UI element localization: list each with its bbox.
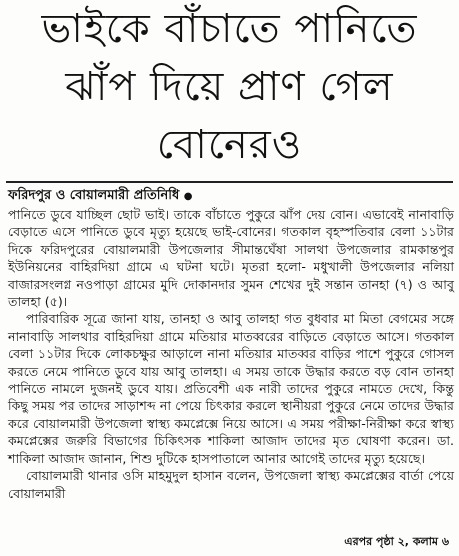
paragraph-3: বোয়ালমারী থানার ওসি মাহমুদুল হাসান বলেন, উপজেলা স্বাস্থ্য কমপ্লেক্সের বার্তা পেয়ে বোয়ালমারী	[8, 468, 454, 501]
paragraph-1: পানিতে ডুবে যাচ্ছিল ছোট ভাই। তাকে বাঁচাতে পুকুরে ঝাঁপ দেয় বোন। এভাবেই নানাবাড়ি বেড়াতে এসে পানিতে ডুবে মৃত্যু হয়েছে ভাই-বোনের। গতকাল বৃহস্পতিবার বেলা ১১টার দিকে ফরিদপুরের বোয়ালমারী উপজেলার সীমান্তঘেঁষা সালথা উপজেলার রামকান্তপুর ইউনিয়নের বাহিরদিয়া গ্রামে এ ঘটনা ঘটে। মৃতরা হলো- মধুখালী উপজেলার নলিয়া বাজারসংলগ্ন নওপাড়া গ্রামের মুদি দোকানদার সুমন শেখের দুই সন্তান তানহা (৭) ও আবু তালহা (৫)।	[8, 207, 454, 310]
article-body	[8, 206, 454, 502]
byline	[8, 186, 193, 207]
bullet-icon: ●	[183, 191, 193, 202]
byline-text: ফরিদপুর ও বোয়ালমারী প্রতিনিধি	[8, 188, 180, 203]
headline-divider	[6, 181, 453, 183]
continuation-note: এরপর পৃষ্ঠা ২, কলাম ৬	[344, 535, 449, 548]
paragraph-2: পারিবারিক সূত্রে জানা যায়, তানহা ও আবু তালহা গত বুধবার মা মিতা বেগমের সঙ্গে নানাবাড়ি সালথার বাহিরদিয়া গ্রামে মতিয়ার মাতব্বরের বাড়িতে বেড়াতে আসে। গতকাল বেলা ১১টার দিকে লোকচক্ষুর আড়ালে নানা মতিয়ার মাতব্বর বাড়ির পাশে পুকুরে গোসল করতে নেমে পানিতে ডুবে যায় আবু তালহা। এ সময় তাকে উদ্ধার করতে বড় বোন তানহা পানিতে নামলে দুজনই ডুবে যায়। প্রতিবেশী এক নারী তাদের পুকুরে নামতে দেখে, কিন্তু কিছু সময় পর তাদের সাড়াশব্দ না পেয়ে চিৎকার করলে স্থানীয়রা পুকুরে নেমে তাদের উদ্ধার করে বোয়ালমারী উপজেলা স্বাস্থ্য কমপ্লেক্সে নিয়ে আসে। এ সময় পরীক্ষা-নিরীক্ষা করে স্বাস্থ্য কমপ্লেক্সের জরুরি বিভাগের চিকিৎসক শাকিলা আজাদ তাদের মৃত ঘোষণা করেন। ডা. শাকিলা আজাদ জানান, শিশু দুটিকে হাসপাতালে আনার আগেই তাদের মৃত্যু হয়েছে।	[8, 311, 454, 466]
headline-line-3: বোনেরও	[156, 122, 303, 168]
headline-line-1: ভাইকে বাঁচাতে পানিতে	[41, 6, 418, 52]
headline-line-2: ঝাঁপ দিয়ে প্রাণ গেল	[65, 64, 394, 110]
headline	[0, 0, 459, 174]
